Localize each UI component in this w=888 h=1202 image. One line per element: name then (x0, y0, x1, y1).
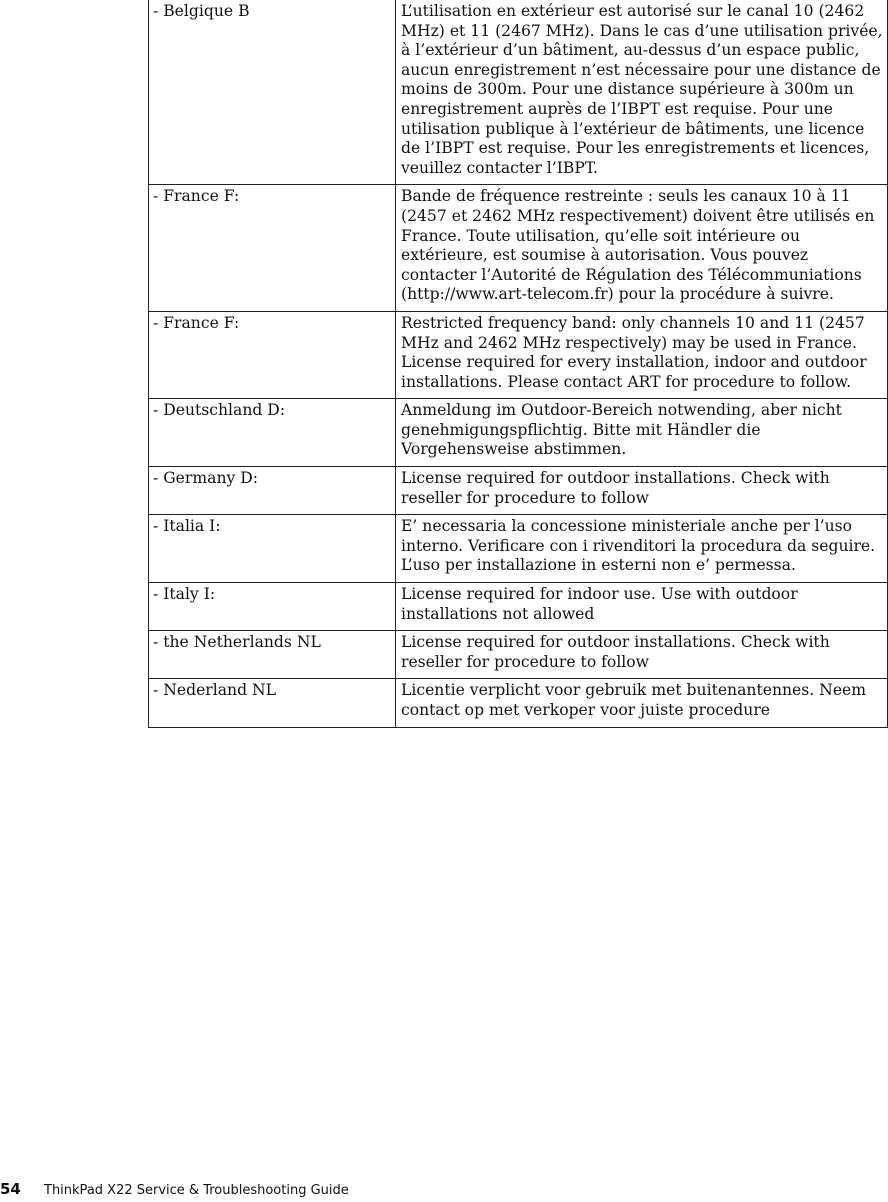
country-cell: - Deutschland D: (149, 399, 396, 467)
country-cell: - the Netherlands NL (149, 631, 396, 679)
table-row (149, 631, 888, 679)
country-cell: - France F: (149, 311, 396, 398)
country-cell: - France F: (149, 185, 396, 312)
page-number: 54 (0, 1180, 21, 1198)
country-cell: - Italy I: (149, 583, 396, 631)
page-footer (0, 1180, 349, 1202)
country-cell: - Germany D: (149, 467, 396, 515)
regulation-text-cell: Licentie verplicht voor gebruik met buitenantennes. Neem contact op met verkoper voor juiste procedure (396, 679, 888, 727)
regulation-text-cell: License required for outdoor installations. Check with reseller for procedure to follow (396, 467, 888, 515)
country-cell: - Italia I: (149, 515, 396, 583)
table-row (149, 515, 888, 583)
table-row (149, 679, 888, 727)
regulation-text-cell: Anmeldung im Outdoor-Bereich notwending, aber nicht genehmigungspflichtig. Bitte mit Händler die Vorgehensweise abstimmen. (396, 399, 888, 467)
table-row (149, 583, 888, 631)
table-row (149, 0, 888, 185)
regulation-text-cell: E’ necessaria la concessione ministeriale anche per l’uso interno. Verificare con i rivenditori la procedura da seguire. L’uso per installazione in esterni non e’ permessa. (396, 515, 888, 583)
regulation-text-cell: License required for outdoor installations. Check with reseller for procedure to follow (396, 631, 888, 679)
table-row (149, 311, 888, 398)
country-cell: - Nederland NL (149, 679, 396, 727)
regulation-text-cell: L’utilisation en extérieur est autorisé sur le canal 10 (2462 MHz) et 11 (2467 MHz). Dans le cas d’une utilisation privée, à l’extérieur d’un bâtiment, au-dessus d’un espace public, aucun enregistrement n’est nécessaire pour une distance de moins de 300m. Pour une distance supérieure à 300m un enregistrement auprès de l’IBPT est requise. Pour une utilisation publique à l’extérieur de bâtiments, une licence de l’IBPT est requise. Pour les enregistrements et licences, veuillez contacter l’IBPT. (396, 0, 888, 185)
table-row (149, 399, 888, 467)
table-row (149, 467, 888, 515)
regulation-text-cell: Bande de fréquence restreinte : seuls les canaux 10 à 11 (2457 et 2462 MHz respectivement) doivent être utilisés en France. Toute utilisation, qu’elle soit intérieure ou extérieure, est soumise à autorisation. Vous pouvez contacter l’Autorité de Régulation des Télécommuniations (http://www.art-telecom.fr) pour la procédure à suivre. (396, 185, 888, 312)
country-cell: - Belgique B (149, 0, 396, 185)
table-row (149, 185, 888, 312)
guide-title: ThinkPad X22 Service & Troubleshooting Guide (44, 1183, 349, 1198)
regulation-text-cell: Restricted frequency band: only channels 10 and 11 (2457 MHz and 2462 MHz respectively) may be used in France. License required for every installation, indoor and outdoor installations. Please contact ART for procedure to follow. (396, 311, 888, 398)
regulation-text-cell: License required for indoor use. Use with outdoor installations not allowed (396, 583, 888, 631)
country-regulations-table (148, 0, 888, 728)
